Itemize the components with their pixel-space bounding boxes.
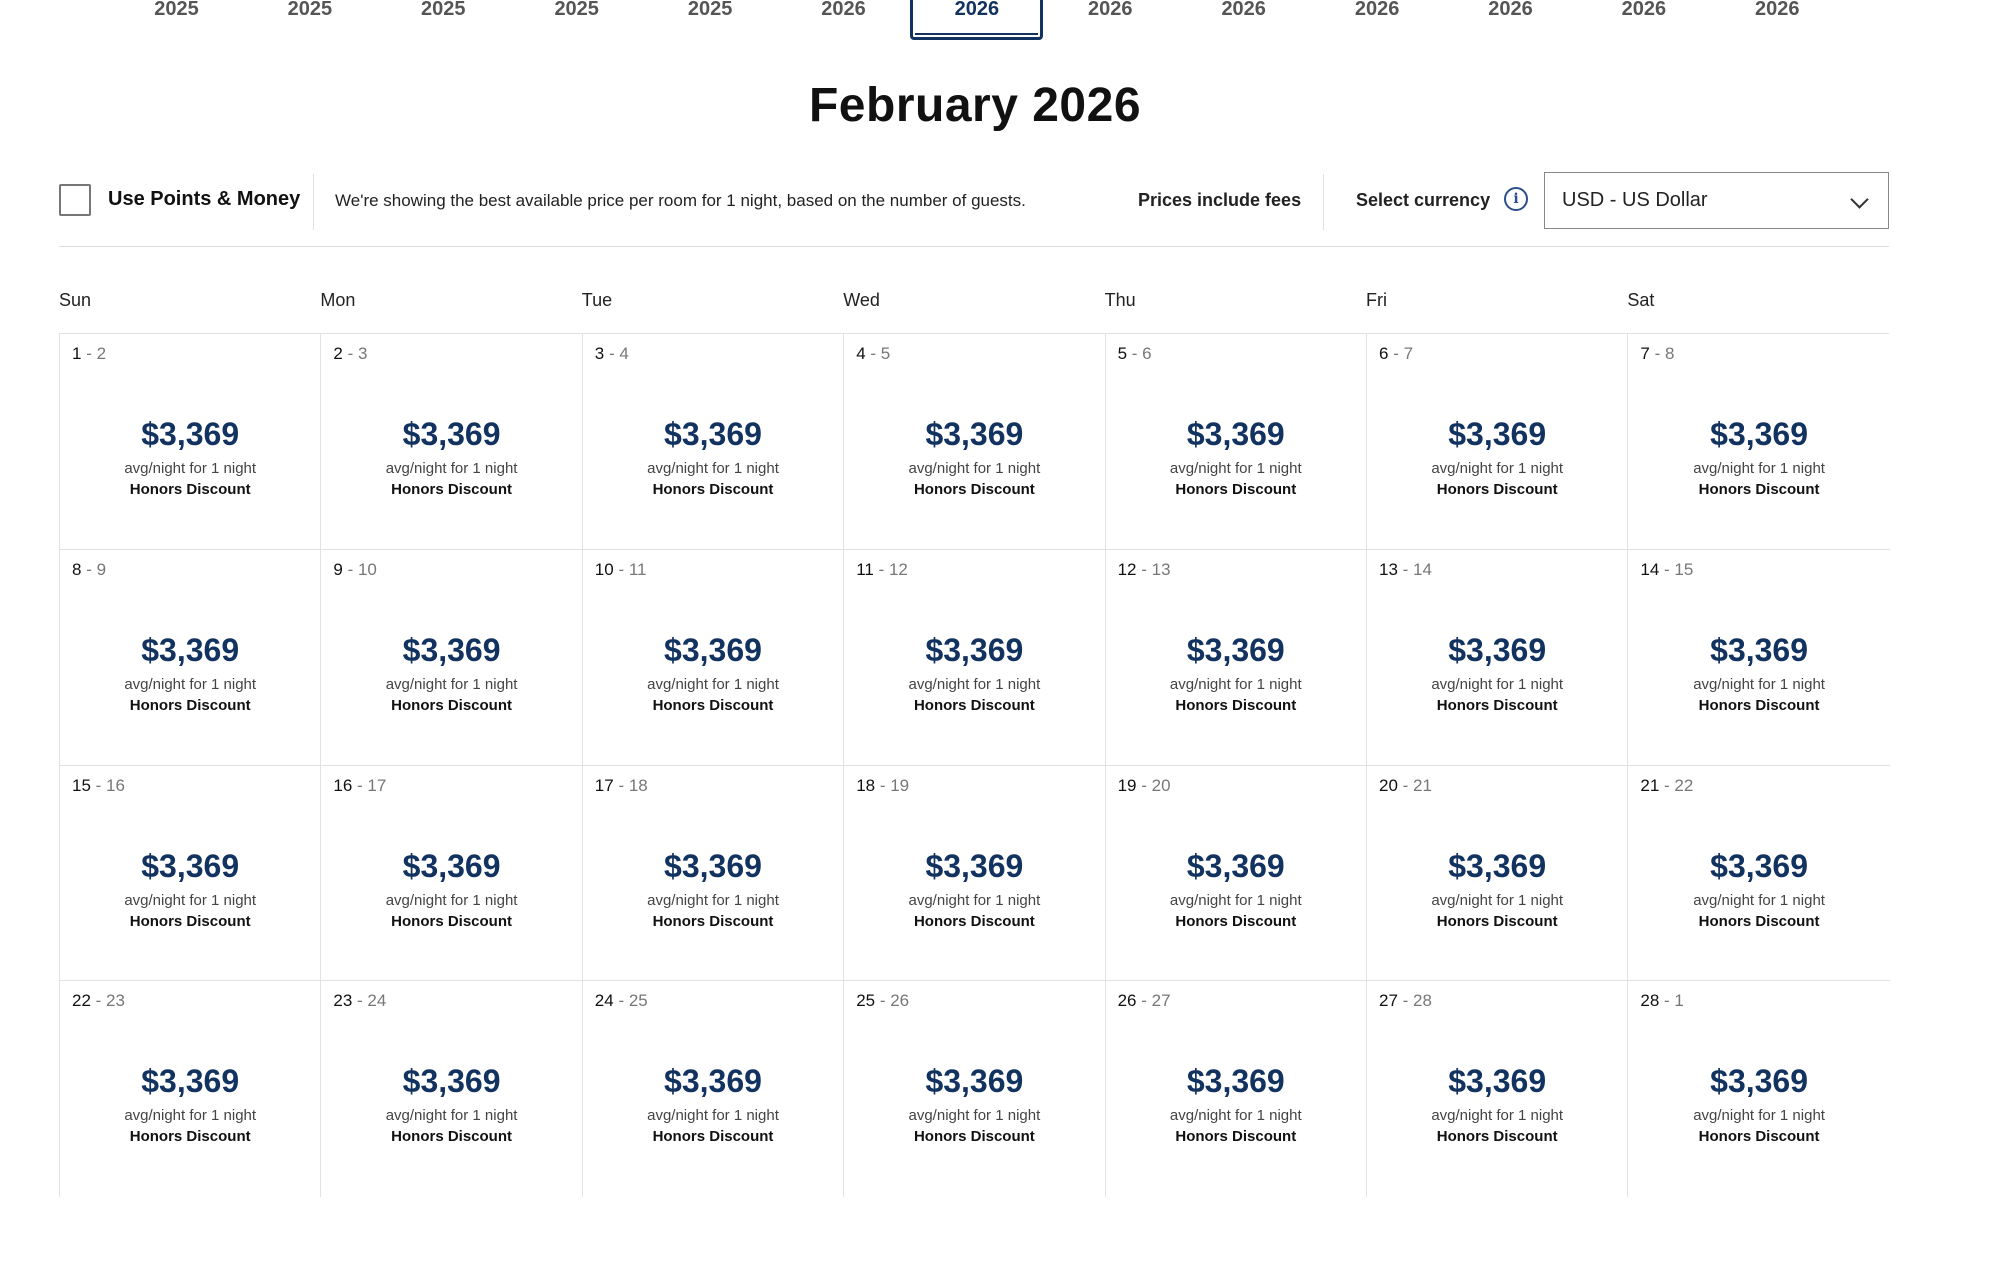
check-out-day: 14 (1413, 559, 1432, 579)
check-out-day: 9 (96, 559, 107, 579)
avg-night-text: avg/night for 1 night (385, 1107, 518, 1125)
calendar-day-cell[interactable] (1106, 981, 1367, 1197)
points-money-checkbox[interactable] (59, 184, 91, 216)
nightly-price: $3,369 (1186, 847, 1285, 884)
nightly-price: $3,369 (1448, 1063, 1547, 1100)
nightly-price: $3,369 (1710, 631, 1809, 668)
date-separator: - (1397, 559, 1414, 579)
stay-dates (856, 344, 890, 364)
date-separator: - (865, 344, 881, 363)
stay-dates (1118, 560, 1171, 580)
calendar-day-cell[interactable] (583, 334, 844, 550)
check-out-day: 16 (106, 775, 125, 795)
check-in-day: 26 (1117, 991, 1137, 1011)
avg-night-text: avg/night for 1 night (908, 1107, 1041, 1125)
calendar-day-cell[interactable] (60, 334, 321, 550)
nightly-price: $3,369 (141, 847, 240, 884)
calendar-day-cell[interactable] (1628, 981, 1889, 1197)
date-separator: - (875, 775, 891, 795)
honors-discount-label: Honors Discount (913, 696, 1035, 714)
stay-dates (595, 776, 648, 796)
date-separator: - (1136, 559, 1152, 579)
avg-night-text: avg/night for 1 night (124, 891, 257, 909)
date-separator: - (1127, 344, 1143, 363)
year-tab[interactable]: 2026 (1221, 0, 1266, 20)
year-tab[interactable]: 2026 (1354, 0, 1400, 20)
stay-dates (1118, 991, 1171, 1011)
date-separator: - (613, 775, 629, 795)
check-out-day: 7 (1403, 344, 1414, 363)
honors-discount-label: Honors Discount (391, 481, 512, 498)
calendar-day-cell[interactable] (1367, 334, 1628, 550)
date-separator: - (875, 991, 891, 1011)
calendar-day-cell[interactable] (844, 334, 1105, 550)
avg-night-text: avg/night for 1 night (908, 460, 1041, 477)
weekday-label: Sat (1627, 290, 1655, 310)
check-in-day: 21 (1640, 775, 1660, 795)
calendar-day-cell[interactable] (1628, 550, 1889, 766)
prices-include-fees: Prices include fees (1138, 190, 1302, 210)
calendar-controls (59, 170, 1889, 247)
check-in-day: 11 (856, 559, 874, 579)
honors-discount-label: Honors Discount (652, 481, 774, 498)
check-in-day: 24 (594, 991, 614, 1011)
avg-night-text: avg/night for 1 night (1693, 891, 1825, 909)
honors-discount-label: Honors Discount (1175, 481, 1297, 498)
select-currency-label: Select currency (1356, 190, 1491, 210)
calendar-day-cell[interactable] (1367, 766, 1628, 982)
honors-discount-label: Honors Discount (1698, 481, 1820, 498)
honors-discount-label: Honors Discount (652, 696, 774, 714)
avg-night-text: avg/night for 1 night (1169, 1107, 1302, 1125)
check-in-day: 15 (72, 775, 91, 795)
stay-dates (1379, 991, 1432, 1011)
nightly-price: $3,369 (1448, 416, 1547, 452)
check-out-day: 12 (888, 559, 908, 579)
avg-night-text: avg/night for 1 night (647, 460, 779, 477)
year-tab[interactable]: 2026 (1088, 0, 1133, 20)
check-out-day: 28 (1413, 991, 1432, 1011)
stay-dates (856, 991, 909, 1011)
info-icon[interactable]: i (1504, 187, 1528, 211)
check-in-day: 16 (333, 775, 353, 795)
honors-discount-label: Honors Discount (129, 912, 251, 930)
nightly-price: $3,369 (664, 847, 762, 884)
avg-night-text: avg/night for 1 night (385, 891, 518, 909)
nightly-price: $3,369 (1710, 1063, 1809, 1100)
date-separator: - (1659, 559, 1675, 579)
check-in-day: 9 (333, 559, 343, 579)
nightly-price: $3,369 (664, 416, 762, 452)
calendar-day-cell[interactable] (321, 550, 582, 766)
date-separator: - (613, 991, 629, 1011)
year-tab[interactable]: 2025 (421, 0, 466, 20)
check-in-day: 6 (1379, 344, 1389, 363)
calendar-day-cell[interactable] (1367, 981, 1628, 1197)
honors-discount-label: Honors Discount (1436, 912, 1558, 930)
calendar-grid (59, 333, 1889, 1197)
check-in-day: 22 (72, 991, 91, 1011)
check-in-day: 17 (594, 775, 614, 795)
nightly-price: $3,369 (664, 1063, 762, 1100)
year-tab[interactable]: 2026 (1621, 0, 1667, 20)
nightly-price: $3,369 (141, 631, 240, 668)
honors-discount-label: Honors Discount (1436, 696, 1558, 714)
check-out-day: 6 (1142, 344, 1152, 363)
date-separator: - (1659, 775, 1675, 795)
nightly-price: $3,369 (925, 631, 1024, 668)
nightly-price: $3,369 (1710, 847, 1809, 884)
check-out-day: 10 (357, 559, 377, 579)
stay-dates (1640, 344, 1674, 364)
year-tab[interactable]: 2025 (554, 0, 599, 20)
calendar-day-cell[interactable] (583, 550, 844, 766)
date-separator: - (81, 559, 97, 579)
divider (1323, 174, 1324, 230)
year-tab[interactable]: 2026 (821, 0, 866, 20)
nightly-price: $3,369 (664, 631, 762, 668)
check-out-day: 4 (619, 344, 629, 363)
stay-dates (595, 991, 648, 1011)
date-separator: - (873, 559, 889, 579)
date-separator: - (1397, 775, 1414, 795)
calendar-day-cell[interactable] (844, 766, 1105, 982)
stay-dates (72, 560, 106, 580)
check-in-day: 7 (1640, 344, 1650, 363)
honors-discount-label: Honors Discount (1175, 696, 1297, 714)
honors-discount-label: Honors Discount (1698, 1128, 1820, 1146)
check-in-day: 23 (333, 991, 353, 1011)
honors-discount-label: Honors Discount (913, 912, 1035, 930)
weekday-label: Tue (581, 290, 613, 310)
avg-night-text: avg/night for 1 night (1693, 460, 1825, 477)
check-in-day: 20 (1379, 775, 1398, 795)
date-separator: - (1136, 991, 1152, 1011)
stay-dates (333, 991, 386, 1011)
date-separator: - (1397, 991, 1414, 1011)
nightly-price: $3,369 (1448, 847, 1547, 884)
avg-night-text: avg/night for 1 night (1169, 460, 1302, 477)
date-separator: - (613, 559, 629, 579)
nightly-price: $3,369 (141, 416, 240, 452)
honors-discount-label: Honors Discount (1436, 481, 1558, 498)
honors-discount-label: Honors Discount (129, 1128, 251, 1146)
stay-dates (72, 991, 125, 1011)
currency-select-value: USD - US Dollar (1562, 189, 1708, 211)
calendar-day-cell[interactable] (583, 766, 844, 982)
date-separator: - (81, 344, 97, 363)
check-out-day: 24 (367, 991, 387, 1011)
avg-night-text: avg/night for 1 night (908, 675, 1041, 693)
honors-discount-label: Honors Discount (1698, 912, 1820, 930)
weekday-label: Mon (320, 290, 356, 310)
date-separator: - (352, 775, 368, 795)
date-separator: - (342, 344, 358, 363)
stay-dates (1379, 776, 1432, 796)
check-out-day: 19 (890, 775, 910, 795)
weekday-label: Thu (1104, 290, 1136, 310)
check-in-day: 4 (856, 344, 866, 363)
check-in-day: 5 (1117, 344, 1128, 363)
weekday-label: Sun (59, 290, 92, 310)
points-money-label[interactable]: Use Points & Money (108, 188, 301, 210)
honors-discount-label: Honors Discount (129, 481, 251, 498)
calendar-day-cell[interactable] (321, 981, 582, 1197)
honors-discount-label: Honors Discount (1698, 696, 1820, 714)
stay-dates (1118, 344, 1152, 364)
check-in-day: 25 (856, 991, 876, 1011)
avg-night-text: avg/night for 1 night (1693, 675, 1825, 693)
avg-night-text: avg/night for 1 night (1693, 1107, 1825, 1125)
stay-dates (72, 344, 106, 364)
year-tab[interactable]: 2025 (154, 0, 199, 20)
avg-night-text: avg/night for 1 night (385, 460, 518, 477)
date-separator: - (1659, 991, 1675, 1011)
check-in-day: 27 (1379, 991, 1398, 1011)
year-tab[interactable]: 2025 (687, 0, 733, 20)
stay-dates (1640, 991, 1684, 1011)
check-out-day: 13 (1151, 559, 1171, 579)
calendar-day-cell[interactable] (1106, 334, 1367, 550)
date-separator: - (1136, 775, 1152, 795)
date-separator: - (90, 775, 107, 795)
calendar-day-cell[interactable] (583, 981, 844, 1197)
date-separator: - (90, 991, 107, 1011)
check-in-day: 3 (594, 344, 605, 363)
check-in-day: 2 (333, 344, 343, 363)
check-out-day: 23 (106, 991, 125, 1011)
calendar-day-cell[interactable] (1628, 334, 1889, 550)
check-out-day: 27 (1151, 991, 1171, 1011)
nightly-price: $3,369 (141, 1063, 240, 1100)
nightly-price: $3,369 (1710, 416, 1809, 452)
stay-dates (333, 560, 377, 580)
avg-night-text: avg/night for 1 night (1431, 1107, 1564, 1125)
avg-night-text: avg/night for 1 night (647, 675, 779, 693)
honors-discount-label: Honors Discount (913, 481, 1035, 498)
nightly-price: $3,369 (925, 847, 1024, 884)
check-out-day: 11 (628, 559, 647, 579)
calendar-day-cell[interactable] (60, 981, 321, 1197)
honors-discount-label: Honors Discount (652, 912, 774, 930)
pricing-info-text: We're showing the best available price per room for 1 night, based on the number of guests. (335, 191, 1026, 210)
check-out-day: 18 (628, 775, 648, 795)
check-in-day: 10 (594, 559, 614, 579)
calendar-day-cell[interactable] (321, 334, 582, 550)
check-out-day: 8 (1664, 344, 1675, 363)
avg-night-text: avg/night for 1 night (1431, 891, 1564, 909)
year-tab[interactable]: 2026 (910, 0, 1043, 40)
nightly-price: $3,369 (402, 1063, 501, 1100)
date-separator: - (1388, 344, 1404, 363)
date-separator: - (604, 344, 620, 363)
stay-dates (1640, 560, 1693, 580)
check-out-day: 26 (890, 991, 910, 1011)
year-tab[interactable]: 2026 (1488, 0, 1533, 20)
calendar-day-cell[interactable] (844, 550, 1105, 766)
honors-discount-label: Honors Discount (1175, 1128, 1297, 1146)
check-in-day: 12 (1117, 559, 1137, 579)
avg-night-text: avg/night for 1 night (1169, 675, 1302, 693)
nightly-price: $3,369 (402, 631, 501, 668)
avg-night-text: avg/night for 1 night (124, 460, 257, 477)
honors-discount-label: Honors Discount (391, 696, 512, 714)
calendar-day-cell[interactable] (1367, 550, 1628, 766)
calendar-day-cell[interactable] (844, 981, 1105, 1197)
nightly-price: $3,369 (1186, 1063, 1285, 1100)
stay-dates (856, 560, 908, 580)
nightly-price: $3,369 (1186, 416, 1285, 452)
weekday-label: Fri (1366, 290, 1387, 310)
stay-dates (1640, 776, 1693, 796)
check-out-day: 3 (357, 344, 368, 363)
chevron-down-icon (1850, 190, 1868, 208)
date-separator: - (342, 559, 358, 579)
stay-dates (595, 344, 629, 364)
stay-dates (1379, 560, 1432, 580)
stay-dates (1379, 344, 1413, 364)
calendar-day-cell[interactable] (321, 766, 582, 982)
honors-discount-label: Honors Discount (391, 1128, 512, 1146)
honors-discount-label: Honors Discount (1436, 1128, 1558, 1146)
currency-select[interactable] (1544, 172, 1889, 229)
avg-night-text: avg/night for 1 night (647, 1107, 779, 1125)
divider (313, 174, 314, 230)
nightly-price: $3,369 (402, 416, 501, 452)
date-separator: - (1649, 344, 1665, 363)
check-out-day: 25 (628, 991, 648, 1011)
check-out-day: 2 (96, 344, 107, 363)
stay-dates (72, 776, 125, 796)
nightly-price: $3,369 (925, 1063, 1024, 1100)
check-out-day: 21 (1413, 775, 1432, 795)
honors-discount-label: Honors Discount (129, 696, 251, 714)
calendar-day-cell[interactable] (1628, 766, 1889, 982)
stay-dates (333, 776, 386, 796)
year-tab[interactable]: 2025 (287, 0, 333, 20)
check-in-day: 19 (1117, 775, 1137, 795)
check-in-day: 1 (72, 344, 82, 363)
stay-dates (1118, 776, 1171, 796)
avg-night-text: avg/night for 1 night (124, 675, 257, 693)
honors-discount-label: Honors Discount (913, 1128, 1035, 1146)
avg-night-text: avg/night for 1 night (647, 891, 779, 909)
check-in-day: 14 (1640, 559, 1660, 579)
check-in-day: 28 (1640, 991, 1660, 1011)
nightly-price: $3,369 (1448, 631, 1547, 668)
stay-dates (595, 560, 647, 580)
weekday-label: Wed (843, 290, 880, 310)
month-title: February 2026 (808, 79, 1142, 132)
stay-dates (333, 344, 367, 364)
honors-discount-label: Honors Discount (391, 912, 512, 930)
honors-discount-label: Honors Discount (1175, 912, 1297, 930)
date-separator: - (352, 991, 368, 1011)
check-out-day: 17 (367, 775, 387, 795)
avg-night-text: avg/night for 1 night (385, 675, 518, 693)
year-tab[interactable]: 2026 (1755, 0, 1800, 20)
check-out-day: 5 (880, 344, 891, 363)
calendar-day-cell[interactable] (1106, 766, 1367, 982)
check-out-day: 15 (1674, 559, 1694, 579)
nightly-price: $3,369 (925, 416, 1024, 452)
check-out-day: 20 (1151, 775, 1171, 795)
avg-night-text: avg/night for 1 night (1169, 891, 1302, 909)
calendar-day-cell[interactable] (1106, 550, 1367, 766)
honors-discount-label: Honors Discount (652, 1128, 774, 1146)
check-in-day: 18 (856, 775, 876, 795)
avg-night-text: avg/night for 1 night (1431, 675, 1564, 693)
stay-dates (856, 776, 909, 796)
avg-night-text: avg/night for 1 night (908, 891, 1041, 909)
check-out-day: 1 (1674, 991, 1684, 1011)
avg-night-text: avg/night for 1 night (124, 1107, 257, 1125)
avg-night-text: avg/night for 1 night (1431, 460, 1564, 477)
check-in-day: 8 (72, 559, 82, 579)
nightly-price: $3,369 (1186, 631, 1285, 668)
calendar-day-cell[interactable] (60, 766, 321, 982)
calendar-day-cell[interactable] (60, 550, 321, 766)
nightly-price: $3,369 (402, 847, 501, 884)
check-in-day: 13 (1379, 559, 1398, 579)
check-out-day: 22 (1674, 775, 1694, 795)
